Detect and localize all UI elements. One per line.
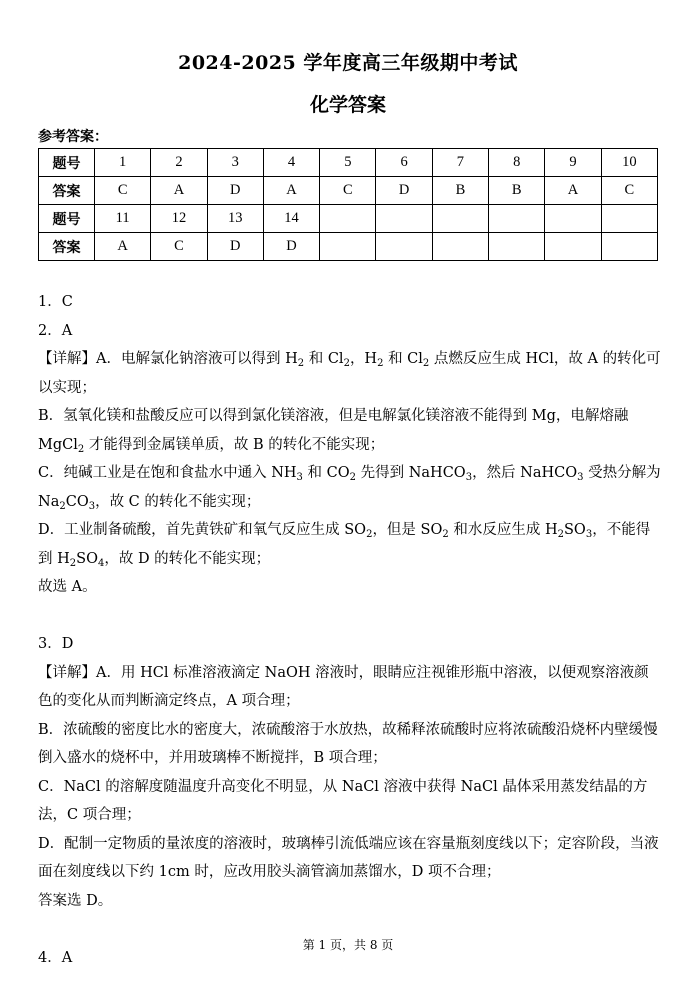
table-cell: C [601, 177, 657, 205]
table-cell: 11 [95, 205, 151, 233]
page-subtitle: 化学答案 [309, 94, 386, 116]
table-cell: C [151, 233, 207, 261]
q2-detail-b: B．氢氧化镁和盐酸反应可以得到氯化镁溶液，但是电解氯化镁溶液不能得到 Mg，电解熔融 MgCl$_2$ 才能得到金属镁单质，故 B 的转化不能实现； [38, 408, 629, 455]
table-cell: 5 [320, 149, 376, 177]
table-cell [320, 205, 376, 233]
table-cell: D [376, 177, 432, 205]
table-cell: 2 [151, 149, 207, 177]
table-cell: 8 [489, 149, 545, 177]
q3-detail-a: 【详解】A．用 HCl 标准溶液滴定 NaOH 溶液时，眼睛应注视锥形瓶中溶液，以便观察溶液颜色的变化从而判断滴定终点，A 项合理； [38, 664, 649, 709]
table-cell: A [151, 177, 207, 205]
table-cell: A [95, 233, 151, 261]
question-3-answer: 3．D [38, 636, 74, 652]
table-cell [432, 205, 488, 233]
table-cell: 12 [151, 205, 207, 233]
table-cell: 1 [95, 149, 151, 177]
table-cell [489, 205, 545, 233]
q2-detail-a: 【详解】A．电解氯化钠溶液可以得到 $H_2$ 和 $Cl_2$，$H_2$ 和 $Cl_2$ 点燃反应生成 HCl，故 A 的转化可以实现； [38, 351, 661, 396]
table-cell: D [207, 177, 263, 205]
answer-table [38, 148, 658, 261]
page-footer: 第 1 页，共 8 页 [302, 938, 394, 952]
table-cell [376, 233, 432, 261]
table-row-numbers-2 [39, 205, 658, 233]
q3-detail-b: B．浓硫酸的密度比水的密度大，浓硫酸溶于水放热，故稀释浓硫酸时应将浓硫酸沿烧杯内壁缓慢倒入盛水的烧杯中，并用玻璃棒不断搅拌，B 项合理； [38, 721, 658, 766]
q3-conclusion: 答案选 D。 [38, 892, 113, 909]
q2-detail-d: D．工业制备硫酸，首先黄铁矿和氧气反应生成 $SO_2$，但是 $SO_2$ 和水反应生成 $H_2SO_3$，不能得到 $H_2SO_4$，故 D 的转化不能实现； [38, 522, 651, 569]
table-cell: A [545, 177, 601, 205]
row-header-number: 题号 [39, 205, 95, 233]
row-header-answer: 答案 [39, 177, 95, 205]
solutions-body [38, 288, 662, 972]
q2-conclusion: 故选 A。 [38, 579, 97, 595]
table-cell: A [263, 177, 319, 205]
table-cell: 3 [207, 149, 263, 177]
q3-detail-c: C．NaCl 的溶解度随温度升高变化不明显，从 NaCl 溶液中获得 NaCl 晶体采用蒸发结晶的方法，C 项合理； [38, 778, 648, 823]
table-cell [601, 233, 657, 261]
table-cell [432, 233, 488, 261]
table-cell [545, 233, 601, 261]
table-cell [376, 205, 432, 233]
table-cell: D [207, 233, 263, 261]
table-cell: 14 [263, 205, 319, 233]
reference-answer-label: 参考答案： [38, 129, 108, 145]
table-cell: C [320, 177, 376, 205]
question-4-answer: 4．A [38, 949, 73, 966]
table-cell: 6 [376, 149, 432, 177]
table-cell: B [432, 177, 488, 205]
row-header-answer: 答案 [39, 233, 95, 261]
table-cell: D [263, 233, 319, 261]
table-cell [489, 233, 545, 261]
q3-detail-d: D．配制一定物质的量浓度的溶液时，玻璃棒引流低端应该在容量瓶刻度线以下；定容阶段，当液面在刻度线以下约 1cm 时，应改用胶头滴管滴加蒸馏水，D 项不合理； [38, 835, 659, 880]
table-cell: 4 [263, 149, 319, 177]
page-title: 2024-2025 学年度高三年级期中考试 [178, 52, 518, 74]
table-cell: 7 [432, 149, 488, 177]
table-row-numbers-1 [39, 149, 658, 177]
question-2-answer: 2．A [38, 322, 73, 339]
table-cell [601, 205, 657, 233]
q2-detail-c: C．纯碱工业是在饱和食盐水中通入 $NH_3$ 和 $CO_2$ 先得到 NaHCO$_3$，然后 NaHCO$_3$ 受热分解为 $Na_2CO_3$，故 C 的转化不能实现； [38, 465, 661, 512]
table-cell: 10 [601, 149, 657, 177]
table-cell: B [489, 177, 545, 205]
table-cell: 13 [207, 205, 263, 233]
table-cell: C [95, 177, 151, 205]
question-1-answer: 1．C [38, 294, 73, 310]
table-cell: 9 [545, 149, 601, 177]
table-row-answers-1 [39, 177, 658, 205]
row-header-number: 题号 [39, 149, 95, 177]
table-cell [320, 233, 376, 261]
table-row-answers-2 [39, 233, 658, 261]
table-cell [545, 205, 601, 233]
